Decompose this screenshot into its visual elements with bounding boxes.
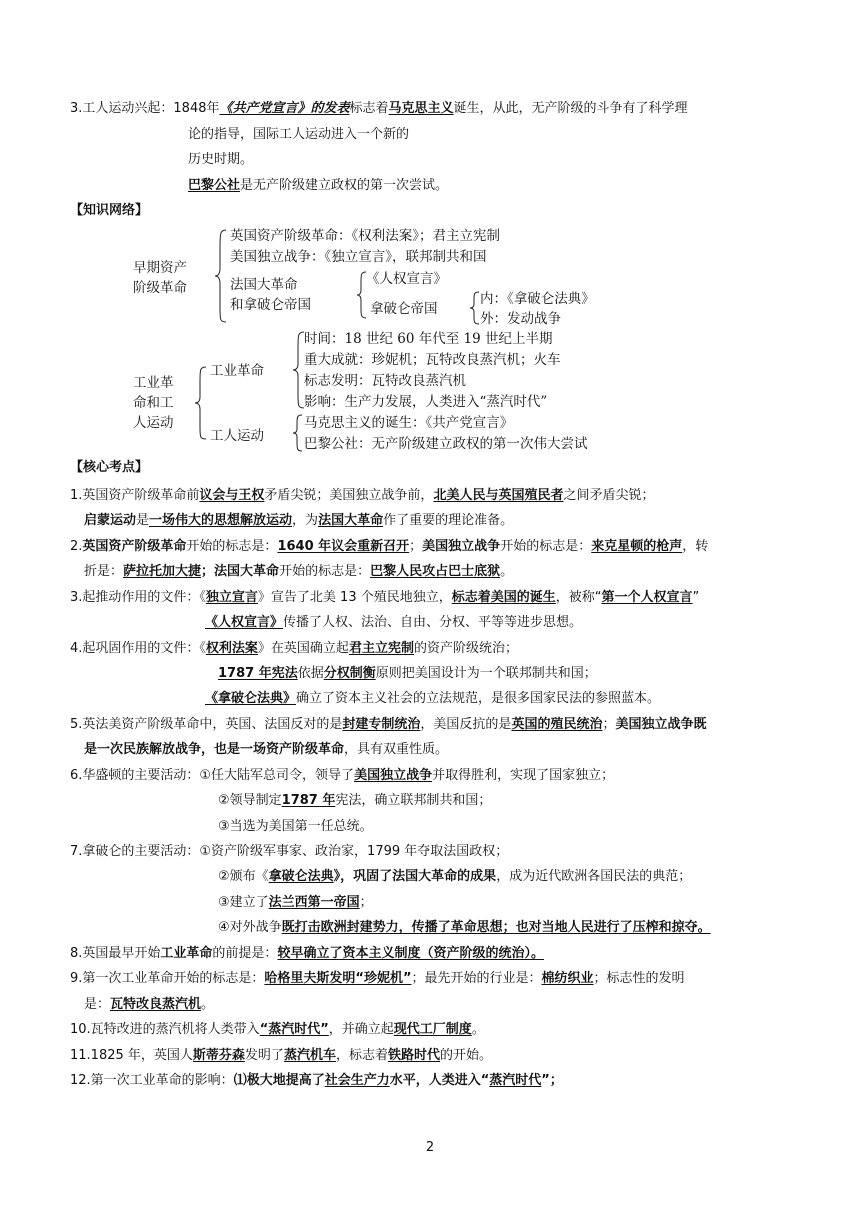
net-us: 美国独立战争：《独立宣言》，联邦制共和国 <box>230 249 487 265</box>
text: ； <box>201 564 215 579</box>
kp: 标志着美国的诞生 <box>451 590 556 605</box>
kp: 巴黎人民攻占巴士底狱 <box>370 564 501 579</box>
text: ；标志性的发明 <box>593 971 685 986</box>
core-4-line2 <box>218 665 597 683</box>
kp: 《人权宣言》 <box>205 615 284 630</box>
kp: 英国资产阶级革命 <box>82 539 187 554</box>
text: ②领导制定 <box>218 793 282 808</box>
kp: 1787 年 <box>281 793 336 808</box>
text: ，为 <box>292 513 319 528</box>
text: 开始的标志是： <box>186 539 278 554</box>
core-7-line4 <box>218 919 711 937</box>
kp: 工业革命 <box>160 946 213 961</box>
core-9-line1 <box>70 970 685 988</box>
kp: ”； <box>541 1073 563 1088</box>
kp: 萨拉托加大捷 <box>123 564 202 579</box>
net-fr-1: 法国大革命 <box>230 277 298 293</box>
marxism: 马克思主义 <box>388 101 454 116</box>
text: 的资产阶级统治； <box>413 641 518 656</box>
text: ” <box>692 590 700 605</box>
kp: 独立宣言 <box>205 590 258 605</box>
core-5-line2 <box>84 741 448 759</box>
text: 开始的标志是： <box>279 564 371 579</box>
core-1-line2 <box>84 512 513 530</box>
net-nap-out: 外：发动战争 <box>480 311 561 327</box>
text: 依据 <box>297 666 324 681</box>
core-3-line2 <box>205 614 582 632</box>
kp: 来克星顿的枪声 <box>591 539 683 554</box>
net-ir-time: 时间：18 世纪 60 年代至 19 世纪上半期 <box>304 331 553 347</box>
kp: “蒸汽时代” <box>259 1022 329 1037</box>
core-6-line1 <box>70 767 614 785</box>
ind-label-3: 人运动 <box>133 415 174 431</box>
text: 。 <box>201 997 215 1012</box>
text: ，成为近代欧洲各国民法的典范； <box>496 869 692 884</box>
kp: 一场伟大的思想解放运动 <box>149 513 293 528</box>
core-9-line2 <box>84 996 214 1014</box>
kp: 蒸汽机车 <box>283 1048 336 1063</box>
text: 5.英法美资产阶级革命中，英国、法国反对的是 <box>70 717 343 732</box>
text: ，美国反抗的是 <box>420 717 512 732</box>
kp: 社会生产力 <box>324 1073 390 1088</box>
text: ④对外战争 <box>218 920 282 935</box>
text: ，转 <box>682 539 709 554</box>
core-4-line1 <box>70 640 518 658</box>
text: 宪法，确立联邦制共和国； <box>335 793 492 808</box>
text: ； <box>409 539 423 554</box>
text: 折是： <box>84 564 124 579</box>
net-ir-effect: 影响：生产力发展，人类进入“蒸汽时代” <box>304 394 548 410</box>
net-ir-achv: 重大成就：珍妮机；瓦特改良蒸汽机；火车 <box>304 352 561 368</box>
communist-manifesto: 《共产党宣言》的发表 <box>219 101 350 116</box>
net-uk: 英国资产阶级革命：《权利法案》；君主立宪制 <box>230 228 500 244</box>
kp: 北美人民与英国殖民者 <box>433 488 564 503</box>
text: ，标志着 <box>335 1048 388 1063</box>
core-11 <box>70 1047 492 1065</box>
kp: 1640 年议会重新召开 <box>277 539 410 554</box>
core-2-line1 <box>70 538 708 556</box>
net-fr-rights: 《人权宣言》 <box>366 271 447 287</box>
intro-item3-line1 <box>70 100 688 118</box>
brace-labor <box>292 413 304 453</box>
core-6-line2 <box>218 792 491 810</box>
net-labor: 工人运动 <box>210 428 264 444</box>
kp: 美国独立战争既 <box>615 717 707 732</box>
text: ； <box>602 717 616 732</box>
text: 11.1825 年，英国人 <box>70 1048 193 1063</box>
text: 9.第一次工业革命开始的标志是： <box>70 971 265 986</box>
text: 。 <box>471 1022 485 1037</box>
paris-commune: 巴黎公社 <box>188 178 241 193</box>
core-2-line2 <box>84 563 513 581</box>
early-label-2: 阶级革命 <box>133 280 187 296</box>
kp: 美国独立战争 <box>354 768 433 783</box>
core-7-line2 <box>218 868 691 886</box>
text: ，并确立起 <box>328 1022 394 1037</box>
kp: 现代工厂制度 <box>393 1022 472 1037</box>
core-7-line3 <box>218 894 373 912</box>
kp: 第一个人权宣言 <box>601 590 693 605</box>
text: 》在英国确立起 <box>257 641 349 656</box>
text: 》宣告了北美 13 个殖民地独立， <box>257 590 452 605</box>
core-7-line1: 7.拿破仑的主要活动：①资产阶级军事家、政治家，1799 年夺取法国政权； <box>70 844 509 859</box>
brace-industrial <box>194 365 208 441</box>
text: 诞生，从此，无产阶级的斗争有了科学理 <box>453 101 688 116</box>
text: 开始的标志是： <box>500 539 592 554</box>
kp: 斯蒂芬森 <box>192 1048 245 1063</box>
text: 是： <box>84 997 111 1012</box>
text: ； <box>359 895 373 910</box>
text: 12.第一次工业革命的影响： <box>70 1073 234 1088</box>
text: ，具有双重性质。 <box>344 742 449 757</box>
text: 3.工人运动兴起：1848年 <box>70 101 220 116</box>
kp: 哈格里夫斯发明“珍妮机” <box>264 971 412 986</box>
page-number: 2 <box>425 1140 435 1155</box>
kp: 法国大革命 <box>318 513 384 528</box>
text: 10.瓦特改进的蒸汽机将人类带入 <box>70 1022 260 1037</box>
text: 传播了人权、法治、自由、分权、平等等进步思想。 <box>283 615 583 630</box>
intro-item3-line3: 历史时期。 <box>188 152 254 167</box>
text: 标志着 <box>349 101 389 116</box>
core-10 <box>70 1021 485 1039</box>
kp: 分权制衡 <box>323 666 376 681</box>
kp: 是一次民族解放战争，也是一场资产阶级革命 <box>84 742 345 757</box>
kp: 较早确立了资本主义制度（资产阶级的统治）。 <box>277 946 544 961</box>
text: 4.起巩固作用的文件：《 <box>70 641 206 656</box>
ind-label-1: 工业革 <box>133 375 174 391</box>
intro-item3-line2: 论的指导，国际工人运动进入一个新的 <box>188 127 410 142</box>
net-napoleon: 拿破仑帝国 <box>370 301 438 317</box>
text: 之间矛盾尖锐； <box>563 488 655 503</box>
text: 并取得胜利，实现了国家独立； <box>432 768 615 783</box>
text: 是 <box>136 513 150 528</box>
early-label-1: 早期资产 <box>133 260 187 276</box>
kp: 》，巩固了法国大革命的成果 <box>333 869 497 884</box>
core-6-line3: ③当选为美国第一任总统。 <box>218 819 373 834</box>
kp: 美国独立战争 <box>422 539 501 554</box>
kp: 启蒙运动 <box>84 513 137 528</box>
text: ，被称“ <box>555 590 602 605</box>
ind-label-2: 命和工 <box>133 395 174 411</box>
kp: 《拿破仑法典》 <box>205 691 297 706</box>
core-3-line1 <box>70 589 699 607</box>
core-4-line3 <box>205 690 660 708</box>
net-ir-mark: 标志发明：瓦特改良蒸汽机 <box>304 373 466 389</box>
text: 确立了资本主义社会的立法规范，是很多国家民法的参照蓝本。 <box>296 691 661 706</box>
kp: 水平，人类进入“ <box>389 1073 490 1088</box>
text: 的前提是： <box>212 946 278 961</box>
core-12 <box>70 1072 563 1090</box>
section-core-heading: 【核心考点】 <box>70 460 149 475</box>
net-labor-paris: 巴黎公社：无产阶级建立政权的第一次伟大尝试 <box>304 436 588 452</box>
net-labor-marx: 马克思主义的诞生：《共产党宣言》 <box>304 415 514 431</box>
kp: 蒸汽时代 <box>489 1073 542 1088</box>
core-8 <box>70 945 544 963</box>
kp: 议会与王权 <box>199 488 265 503</box>
text: 2. <box>70 539 83 554</box>
text: ；最先开始的行业是： <box>411 971 542 986</box>
intro-paris <box>188 177 448 195</box>
kp: 铁路时代 <box>387 1048 440 1063</box>
kp: 既打击欧洲封建势力，传播了革命思想；也对当地人民进行了压榨和掠夺。 <box>281 920 711 935</box>
kp: 1787 年宪法 <box>218 666 298 681</box>
text: ②颁布《 <box>218 869 269 884</box>
text: 的开始。 <box>439 1048 492 1063</box>
kp: 君主立宪制 <box>348 641 414 656</box>
net-fr-2: 和拿破仑帝国 <box>230 297 311 313</box>
text: 是无产阶级建立政权的第一次尝试。 <box>240 178 449 193</box>
text: 1.英国资产阶级革命前 <box>70 488 200 503</box>
net-nap-in: 内：《拿破仑法典》 <box>480 291 595 307</box>
text: 。 <box>500 564 514 579</box>
kp: 英国的殖民统治 <box>511 717 603 732</box>
kp: ⑴极大地提高了 <box>233 1073 325 1088</box>
text: 6.华盛顿的主要活动：①任大陆军总司令，领导了 <box>70 768 355 783</box>
kp: 拿破仑法典 <box>268 869 334 884</box>
net-ind-rev: 工业革命 <box>210 363 264 379</box>
kp: 权利法案 <box>205 641 258 656</box>
brace-early <box>214 228 228 324</box>
kp: 封建专制统治 <box>342 717 421 732</box>
text: 矛盾尖锐；美国独立战争前， <box>264 488 434 503</box>
core-5-line1 <box>70 716 706 734</box>
text: ③建立了 <box>218 895 269 910</box>
kp: 棉纺织业 <box>541 971 594 986</box>
section-network-heading: 【知识网络】 <box>70 203 149 218</box>
text: 作了重要的理论准备。 <box>383 513 514 528</box>
kp: 瓦特改良蒸汽机 <box>110 997 202 1012</box>
core-1-line1 <box>70 487 654 505</box>
kp: 法国大革命 <box>214 564 280 579</box>
text: 3.起推动作用的文件：《 <box>70 590 206 605</box>
text: 8.英国最早开始 <box>70 946 161 961</box>
text: 原则把美国设计为一个联邦制共和国； <box>375 666 597 681</box>
kp: 法兰西第一帝国 <box>268 895 360 910</box>
text: 发明了 <box>244 1048 284 1063</box>
